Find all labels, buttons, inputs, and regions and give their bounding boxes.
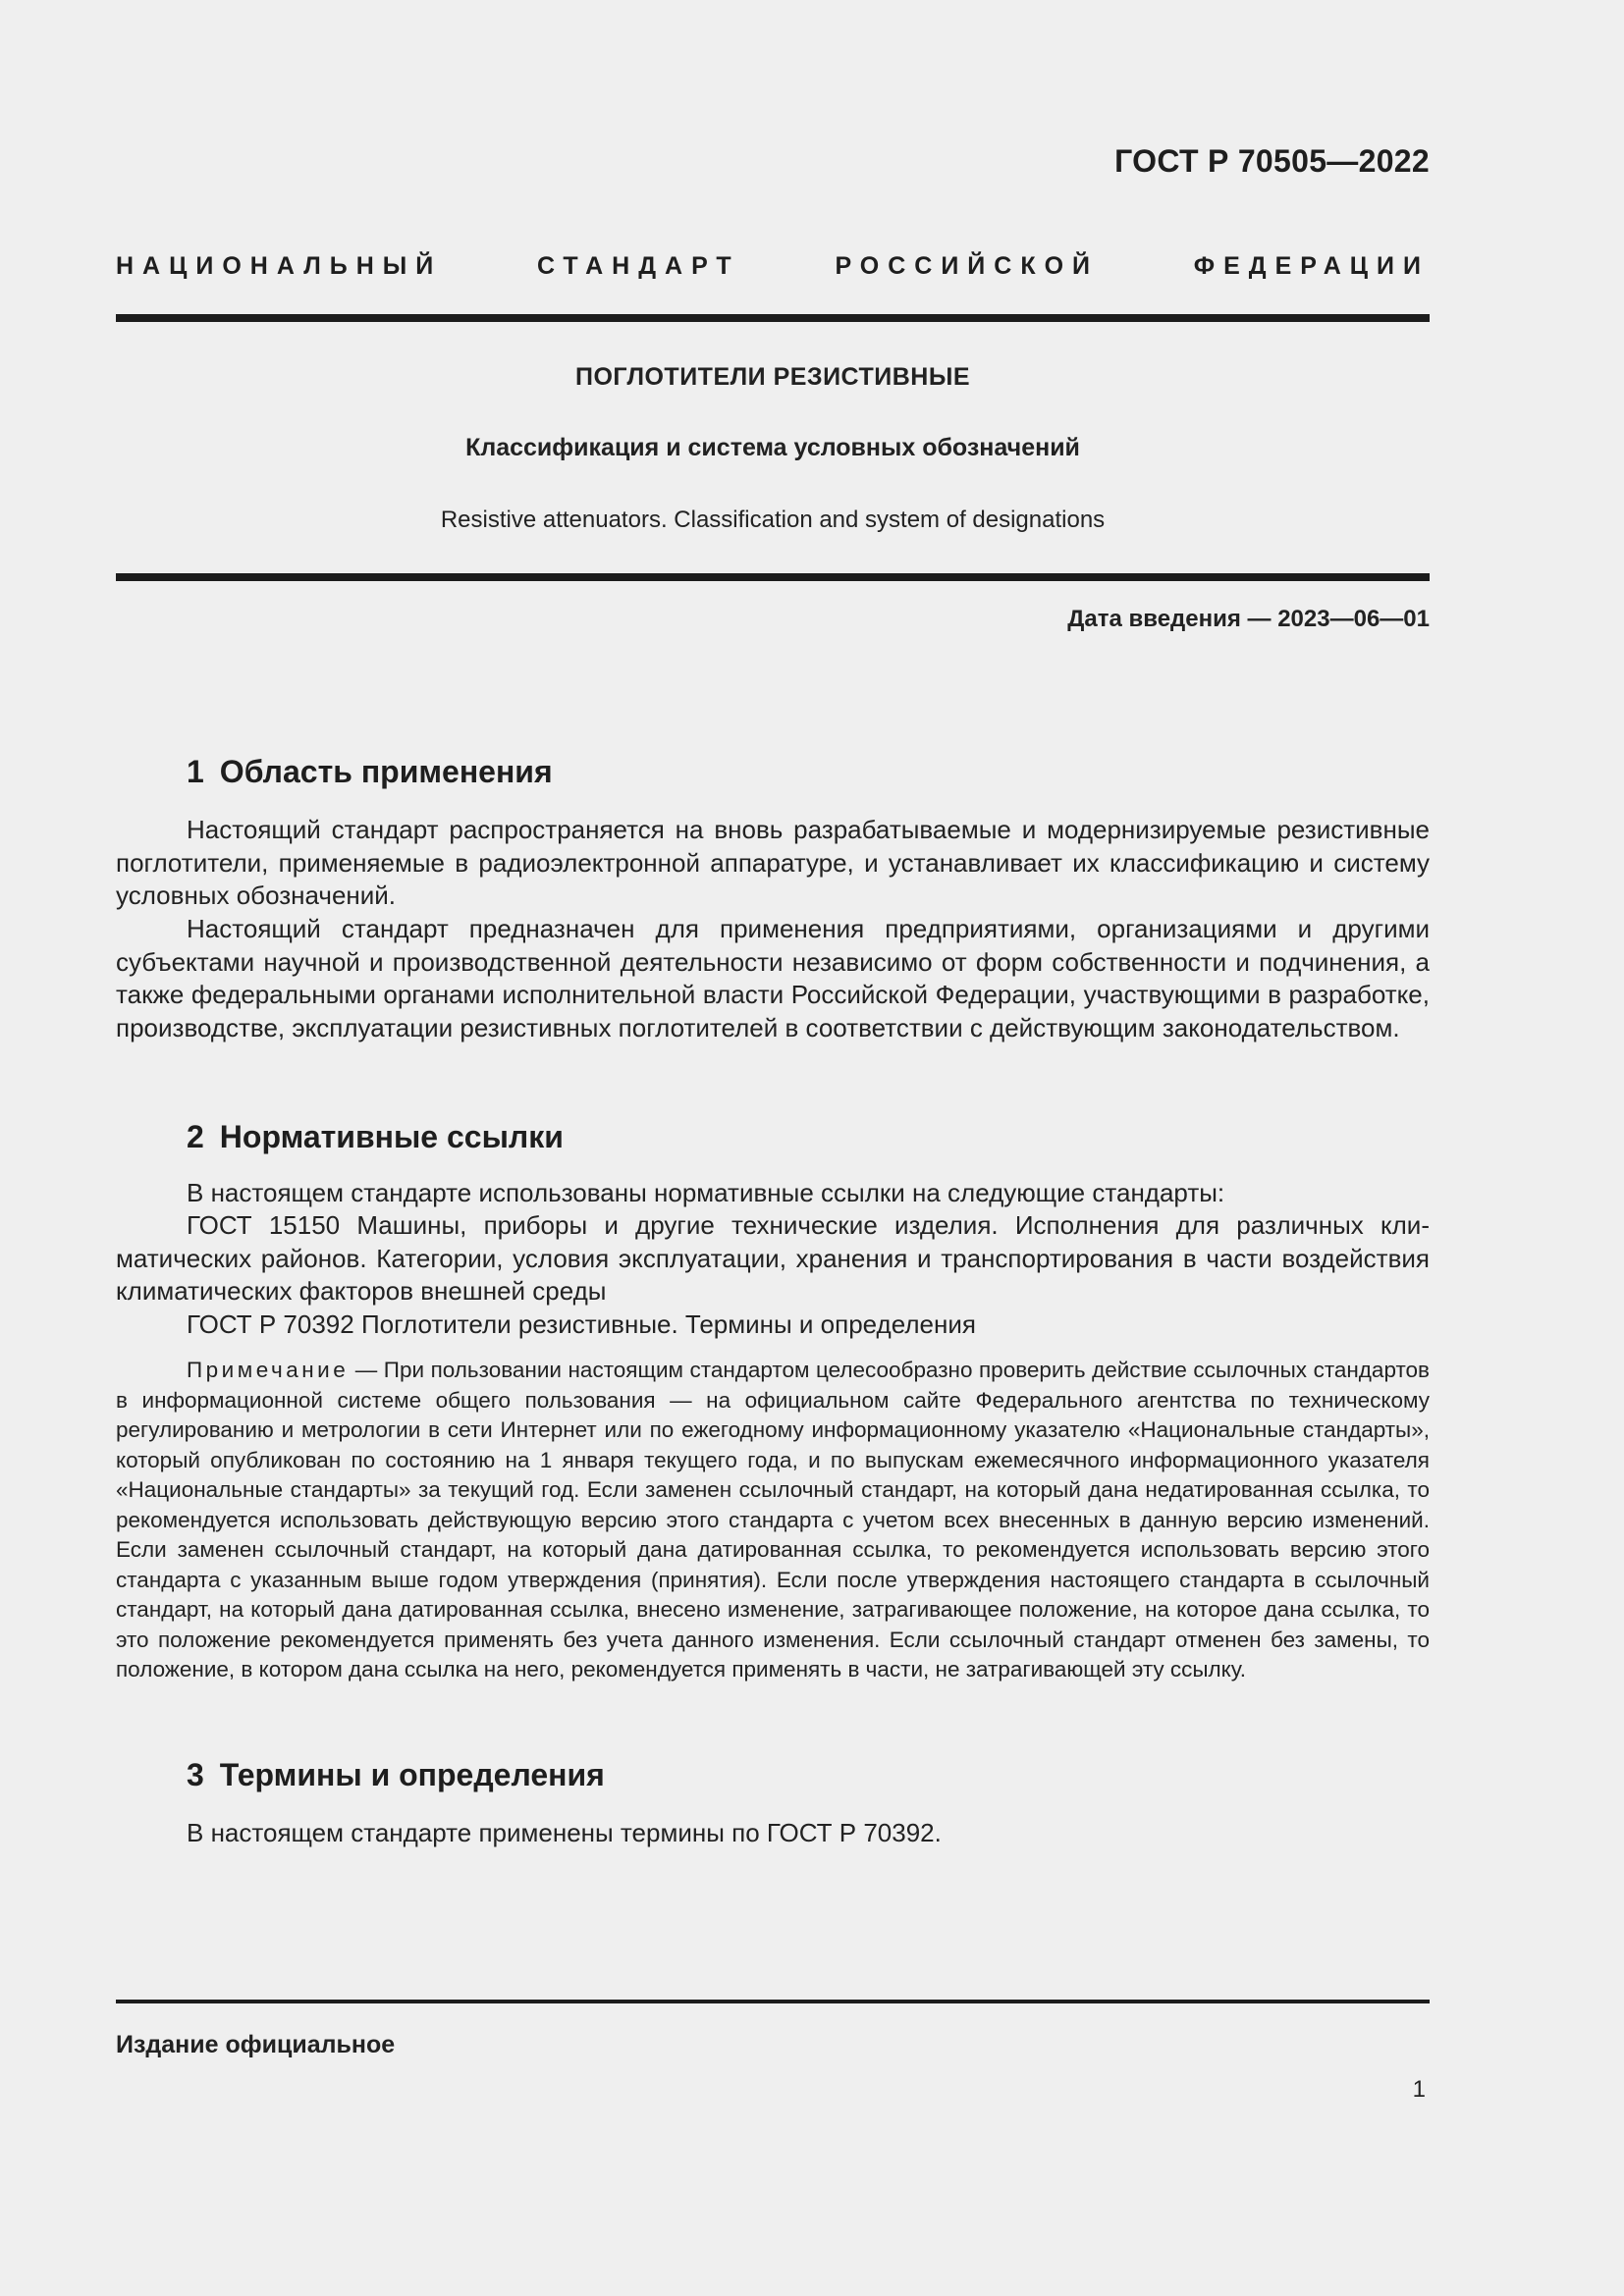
section-1-paragraph-2: Настоящий стандарт предназначен для применения предприятиями, организациями и другими субъектами научной и производственной деятельности независимо от форм собственности и подчинения, а также федеральными органами исполнительной власти Российской Федерации, участвующими в разработке, производстве, эксплуатации резистивных поглотителей в соответствии с действующим законодательством. [116, 914, 1430, 1042]
section-1-heading [187, 754, 553, 790]
section-2-reference-gost-r-70392: ГОСТ Р 70392 Поглотители резистивные. Термины и определения [187, 1309, 976, 1339]
introduction-date: Дата введения — 2023—06—01 [1067, 606, 1430, 632]
edition-label: Издание официальное [116, 2031, 396, 2058]
section-3-number: 3 [187, 1757, 204, 1792]
footer-divider [116, 2000, 1430, 2003]
note-text: — При пользовании настоящим стандартом целесообразно проверить действие ссылочных стандартов в информационной системе общего пользования — на официальном сайте Федерального агентства по техническому регулированию и метрологии в сети Интернет или по ежегодному информационному указателю «Национальные стандарты», который опубликован по состоянию на 1 января текущего года, и по выпускам ежемесячного информационного указателя «Национальные стандарты» за текущий год. Если заменен ссылочный стандарт, на который дана недатированная ссылка, то рекомендуется использовать действующую версию этого стандарта с учетом всех внесенных в данную версию изменений. Если заменен ссылочный стандарт, на который дана датированная ссылка, то рекомендуется использовать версию этого стандарта с указанным выше годом утверждения (принятия). Если после утверждения настоящего стандарта в ссылочный стандарт, на который дана датированная ссылка, внесено изменение, затрагивающее положение, на которое дана ссылка, то это положение рекомендуется применять без учета данного изменения. Если ссылочный стандарт отменен без замены, то положение, в котором дана ссылка на него, рекомендуется применять в части, не затрагивающей эту ссылку. [116, 1358, 1430, 1682]
page-number: 1 [1412, 2076, 1426, 2103]
section-2-reference-gost-15150: ГОСТ 15150 Машины, приборы и другие технические изделия. Исполнения для различных климатических районов. Категории, условия эксплуатации, хранения и транспортирования в части воздействия климатических факторов внешней среды [116, 1210, 1430, 1306]
document-subtitle: Классификация и система условных обозначений [465, 434, 1080, 461]
section-3-title: Термины и определения [219, 1757, 605, 1792]
section-2-note [116, 1356, 1430, 1685]
section-2-number: 2 [187, 1119, 204, 1154]
note-label: Примечание [187, 1358, 350, 1382]
section-2-title: Нормативные ссылки [219, 1119, 564, 1154]
section-3-paragraph-1: В настоящем стандарте применены термины по ГОСТ Р 70392. [187, 1818, 942, 1847]
section-2-paragraph-1: В настоящем стандарте использованы нормативные ссылки на следующие стандарты: [187, 1178, 1225, 1207]
document-page [116, 0, 1430, 2296]
section-3-heading [187, 1757, 605, 1793]
document-title-english: Resistive attenuators. Classification and system of designations [440, 507, 1106, 533]
title-divider [116, 573, 1430, 581]
section-1-title: Область применения [219, 754, 553, 789]
gost-number: ГОСТ Р 70505—2022 [1114, 143, 1430, 179]
document-title: ПОГЛОТИТЕЛИ РЕЗИСТИВНЫЕ [574, 363, 970, 391]
national-standard-header: НАЦИОНАЛЬНЫЙ СТАНДАРТ РОССИЙСКОЙ ФЕДЕРАЦИИ [116, 252, 1430, 280]
section-2-heading [187, 1119, 564, 1155]
section-1-paragraph-1: Настоящий стандарт распространяется на вновь разрабатываемые и модернизируемые резистивные поглотители, применяемые в радиоэлектронной аппаратуре, и устанавливает их классификацию и систему условных обозначений. [116, 815, 1430, 910]
section-1-number: 1 [187, 754, 204, 789]
top-divider [116, 314, 1430, 322]
